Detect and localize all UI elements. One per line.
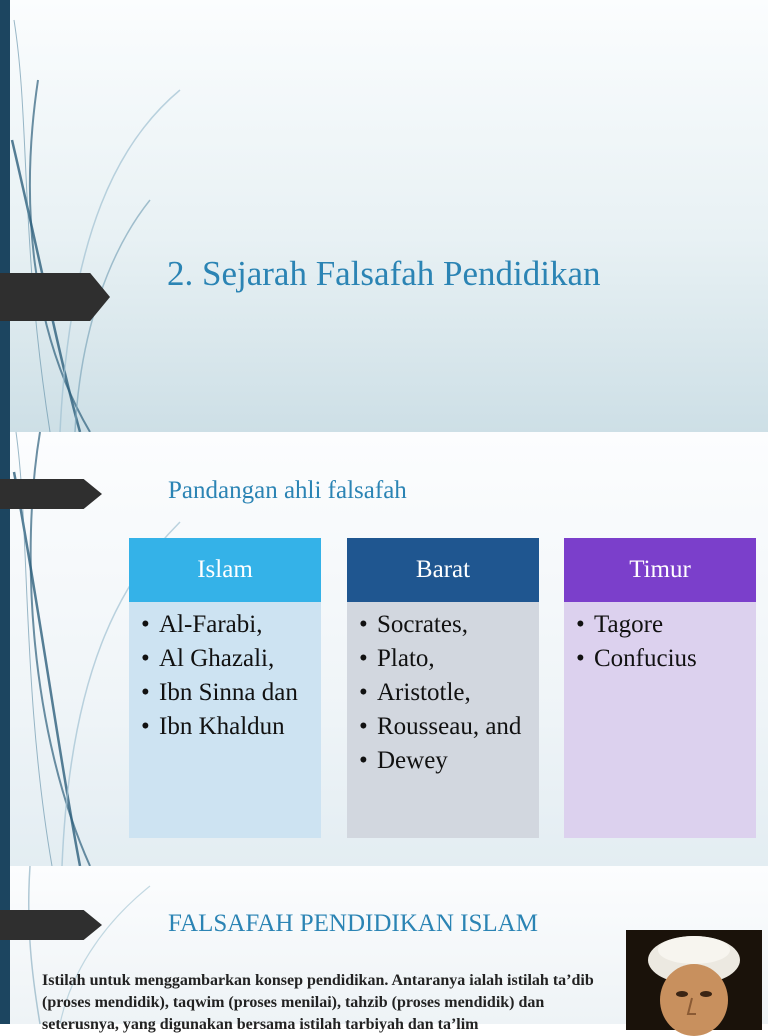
arrow-marker	[0, 479, 102, 509]
philosopher-list	[141, 610, 315, 742]
column-barat	[347, 538, 539, 838]
arrow-marker	[0, 273, 110, 321]
list-item: • Tagore	[576, 610, 750, 640]
list-item: • Aristotle,	[359, 678, 533, 708]
side-bar	[0, 0, 10, 432]
column-heading: Timur	[564, 538, 756, 602]
column-timur	[564, 538, 756, 838]
body-paragraph: Istilah untuk menggambarkan konsep pendidikan. Antaranya ialah istilah ta’dib (proses mendidik), taqwim (proses menilai), tahzib (proses mendidik) dan seterusnya, yang digunakan bersama istilah tarbiyah dan ta’lim	[42, 972, 594, 1033]
side-bar	[0, 866, 10, 1024]
slide-title	[0, 0, 768, 432]
column-body	[347, 602, 539, 838]
list-item: • Plato,	[359, 644, 533, 674]
list-item: • Al-Farabi,	[141, 610, 315, 640]
scholar-portrait-image	[626, 930, 762, 1030]
decorative-curves	[0, 0, 200, 432]
column-heading: Islam	[129, 538, 321, 602]
slide-islamic-philosophy	[0, 866, 768, 1033]
list-item: • Ibn Sinna dan	[141, 678, 315, 708]
arrow-marker	[0, 910, 102, 940]
column-body	[129, 602, 321, 838]
list-item: • Dewey	[359, 746, 533, 776]
list-item: • Al Ghazali,	[141, 644, 315, 674]
column-body	[564, 602, 756, 838]
list-item: • Socrates,	[359, 610, 533, 640]
philosopher-list	[359, 610, 533, 776]
column-heading: Barat	[347, 538, 539, 602]
column-islam	[129, 538, 321, 838]
section-heading: FALSAFAH PENDIDIKAN ISLAM	[168, 910, 538, 937]
slide-philosophers	[0, 432, 768, 866]
slide-subtitle: Pandangan ahli falsafah	[168, 477, 407, 504]
list-item: • Confucius	[576, 644, 750, 674]
list-item: • Ibn Khaldun	[141, 712, 315, 742]
list-item: • Rousseau, and	[359, 712, 533, 742]
philosopher-list	[576, 610, 750, 674]
slide-title-text: 2. Sejarah Falsafah Pendidikan	[167, 254, 601, 293]
